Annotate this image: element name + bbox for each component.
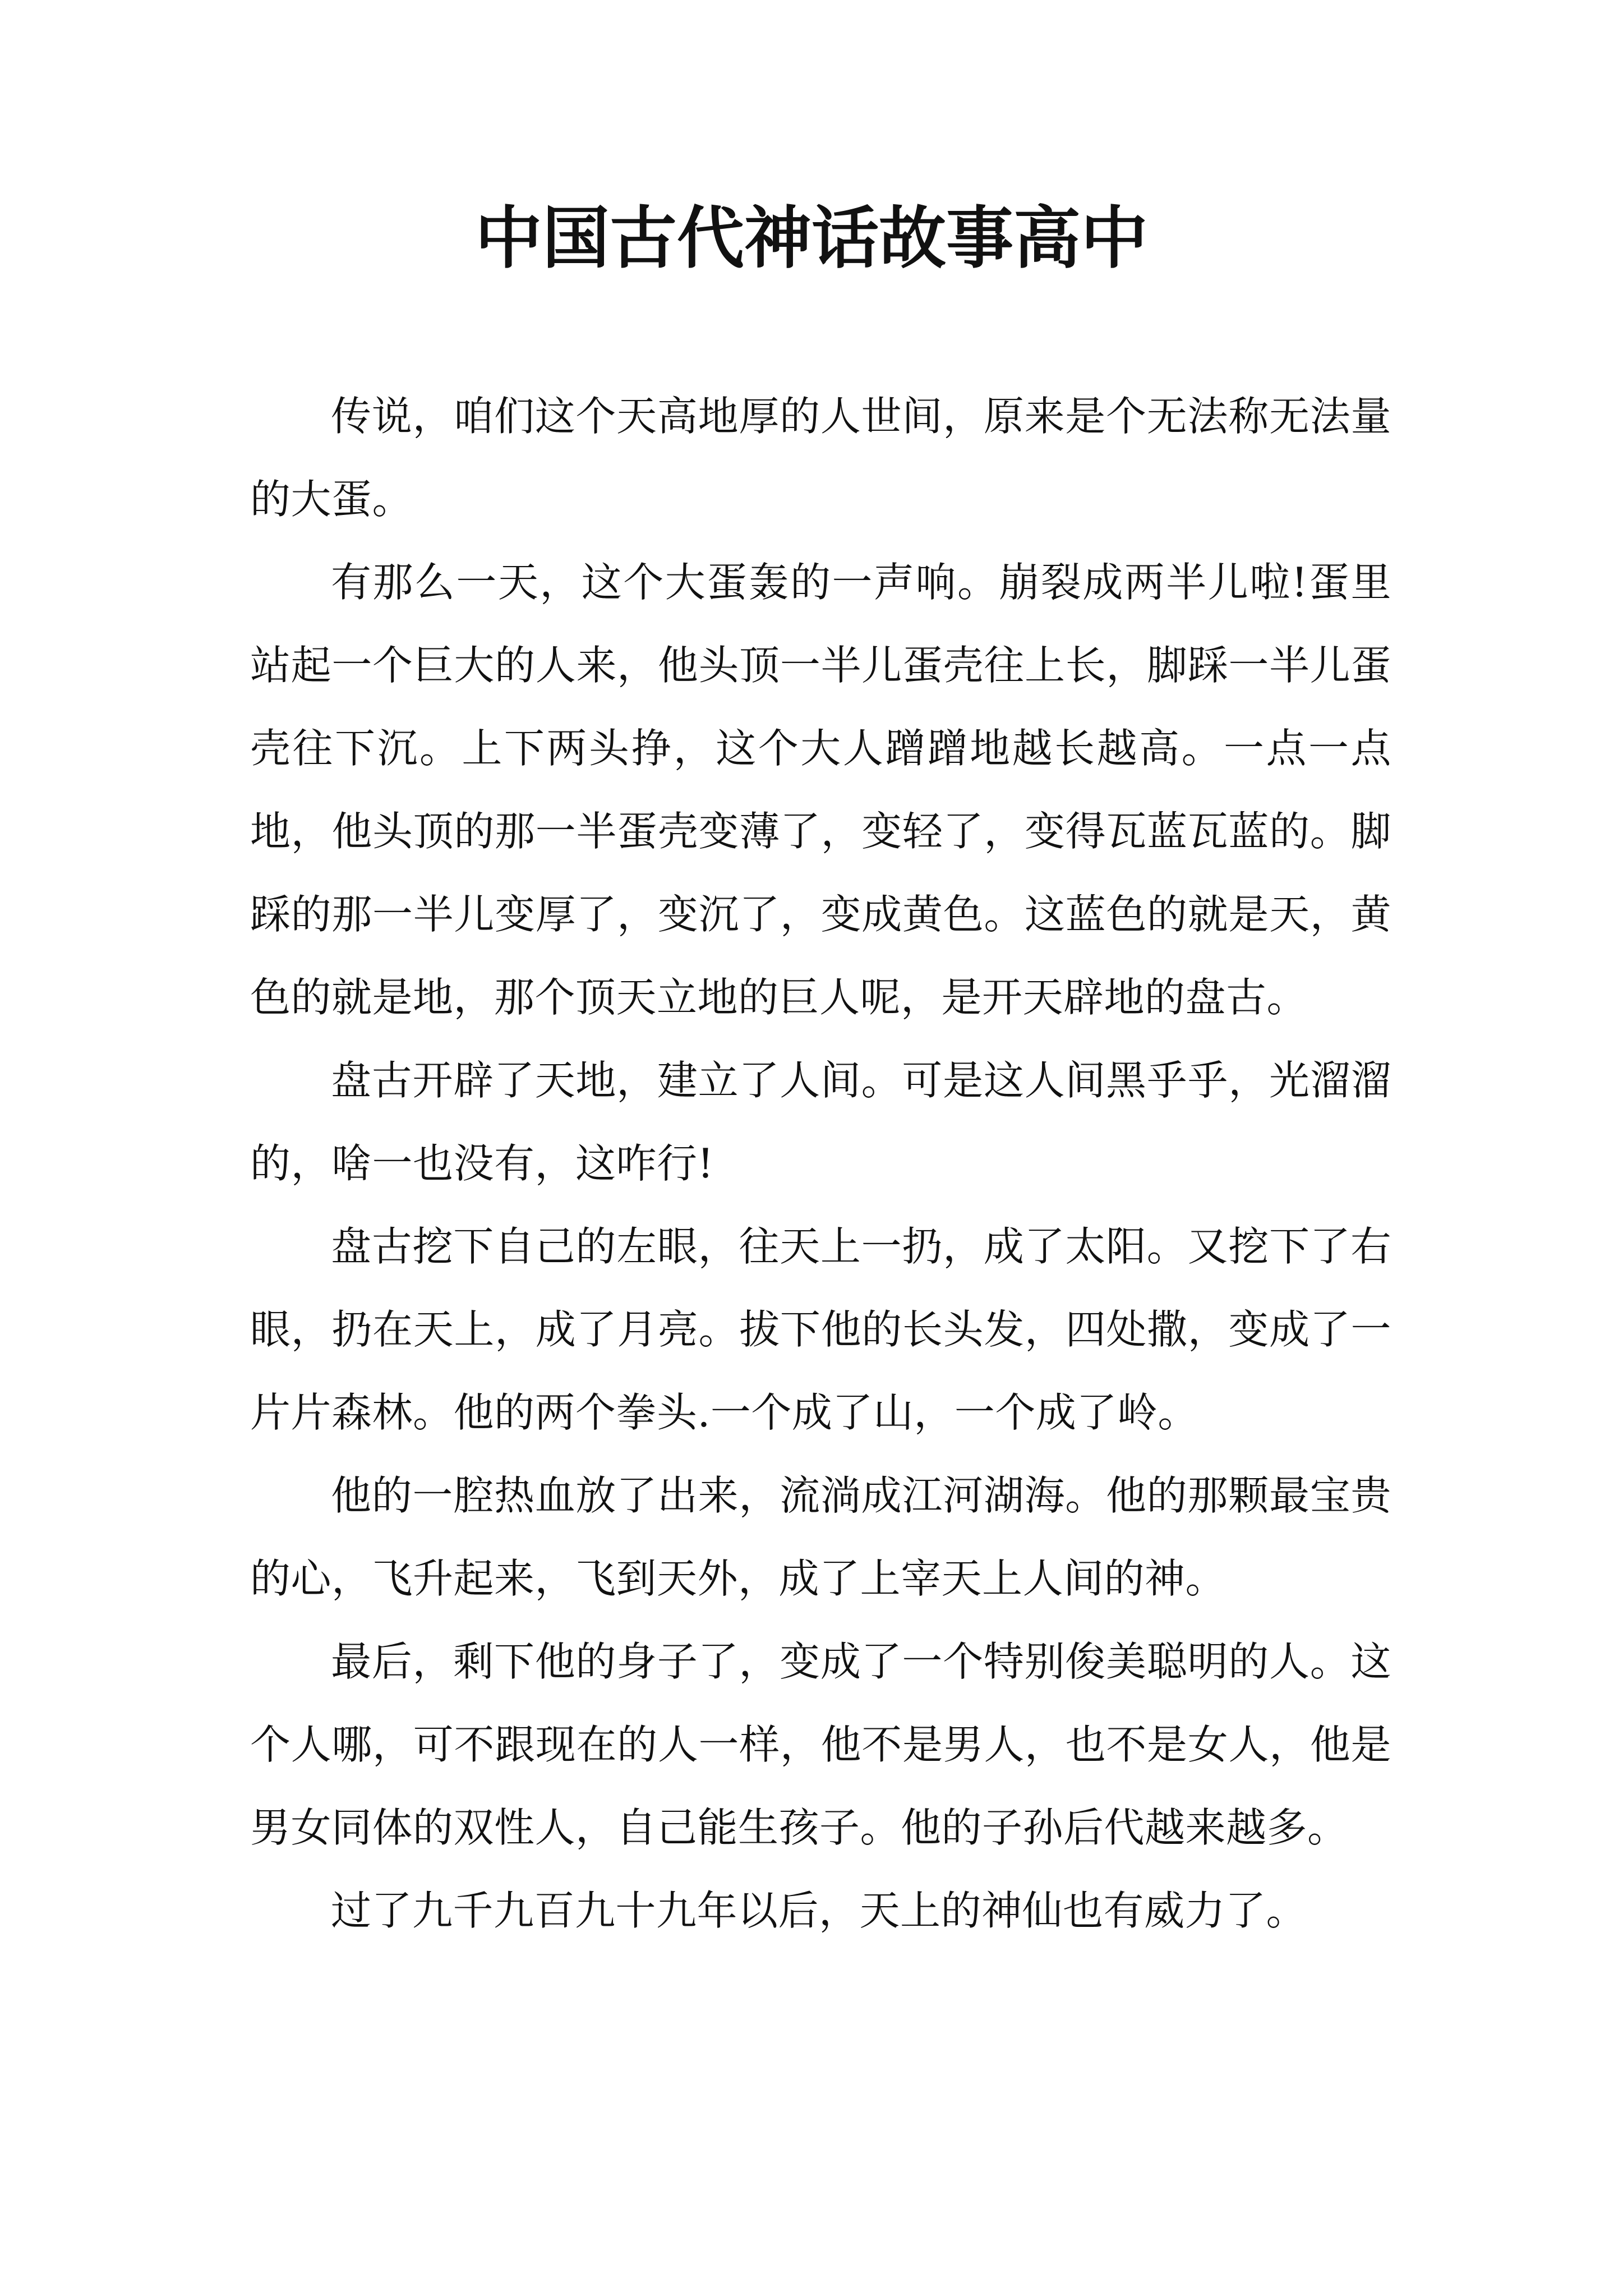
- document-title: 中国古代神话故事高中: [475, 199, 1148, 278]
- paragraph: 传说，咱们这个天高地厚的人世间，原来是个无法称无法量的大蛋。: [250, 393, 1391, 523]
- paragraph: 他的一腔热血放了出来，流淌成江河湖海。他的那颗最宝贵的心，飞升起来，飞到天外，成了上宰天上人间的神。: [250, 1472, 1391, 1602]
- paragraph: 最后，剩下他的身子了，变成了一个特别俊美聪明的人。这个人哪，可不跟现在的人一样，他不是男人，也不是女人，他是男女同体的双性人，自己能生孩子。他的子孙后代越来越多。: [250, 1638, 1391, 1851]
- paragraph: 过了九千九百九十九年以后，天上的神仙也有威力了。: [331, 1887, 1307, 1934]
- document-body: [250, 375, 1391, 1952]
- paragraph: 有那么一天，这个大蛋轰的一声响。崩裂成两半儿啦!蛋里站起一个巨大的人来，他头顶一半儿蛋壳往上长，脚踩一半儿蛋壳往下沉。上下两头挣，这个大人蹭蹭地越长越高。一点一点地，他头顶的那一半蛋壳变薄了，变轻了，变得瓦蓝瓦蓝的。脚踩的那一半儿变厚了，变沉了，变成黄色。这蓝色的就是天，黄色的就是地，那个顶天立地的巨人呢，是开天辟地的盘古。: [250, 559, 1391, 1021]
- paragraph: 盘古挖下自己的左眼，往天上一扔，成了太阳。又挖下了右眼，扔在天上，成了月亮。拔下他的长头发，四处撒，变成了一片片森林。他的两个拳头.一个成了山，一个成了岭。: [250, 1223, 1391, 1436]
- paragraph: 盘古开辟了天地，建立了人间。可是这人间黑乎乎，光溜溜的，啥一也没有，这咋行!: [250, 1057, 1391, 1187]
